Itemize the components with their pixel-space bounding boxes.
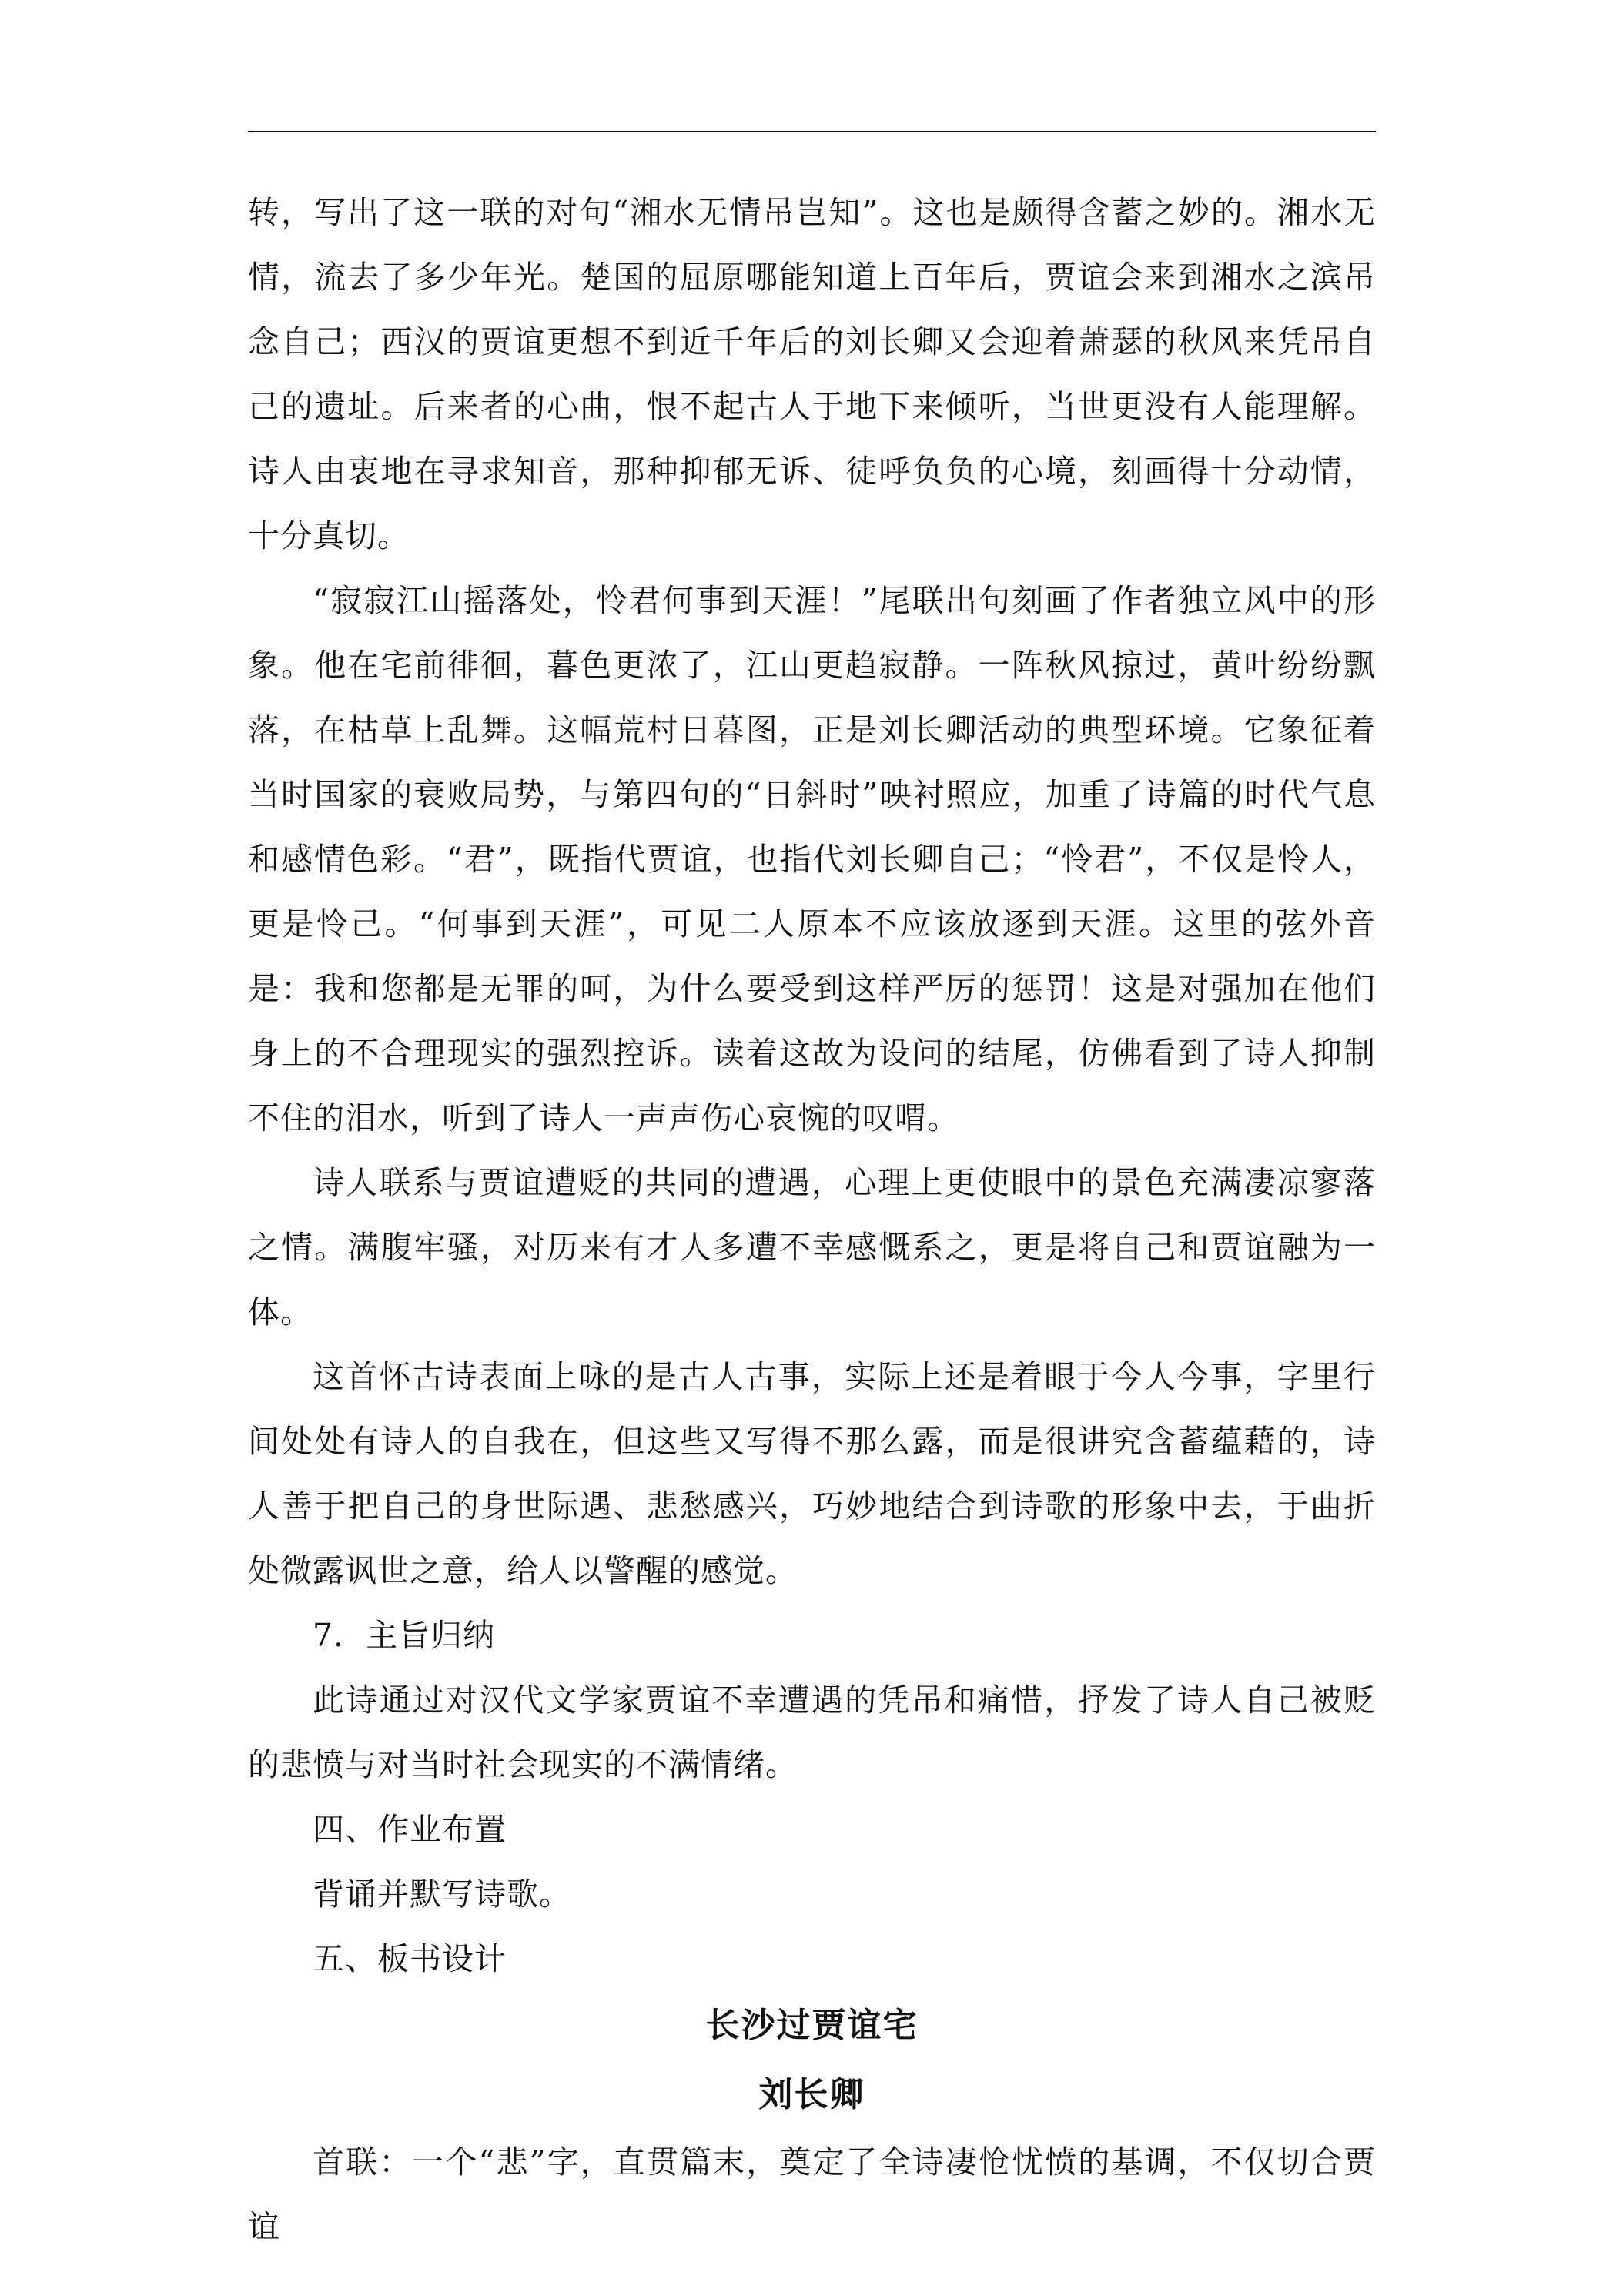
paragraph-poem-analysis: 这首怀古诗表面上咏的是古人古事，实际上还是着眼于今人今事，字里行间处处有诗人的自我在，但这些又写得不那么露，而是很讲究含蓄蕴藉的，诗人善于把自己的身世际遇、悲愁感兴，巧妙地结合到诗歌的形象中去，于曲折处微露讽世之意，给人以警醒的感觉。 (248, 1358, 1376, 1589)
paragraph-first-couplet: 首联：一个“悲”字，直贯篇末，奠定了全诗凄怆忧愤的基调，不仅切合贾谊 (248, 2144, 1376, 2245)
section-board-heading: 五、板书设计 (313, 1940, 507, 1977)
paragraph-shared-fate: 诗人联系与贾谊遭贬的共同的遭遇，心理上更使眼中的景色充满凄凉寥落之情。满腹牢骚，对历来有才人多遭不幸感慨系之，更是将自己和贾谊融为一体。 (248, 1164, 1376, 1330)
board-title: 长沙过贾谊宅 (705, 2006, 919, 2045)
header-rule (248, 131, 1376, 132)
paragraph-homework: 背诵并默写诗歌。 (313, 1876, 571, 1913)
section-homework-heading: 四、作业布置 (313, 1811, 507, 1848)
paragraph-theme: 此诗通过对汉代文学家贾谊不幸遭遇的凭吊和痛惜，抒发了诗人自己被贬的悲愤与对当时社会现实的不满情绪。 (248, 1682, 1376, 1783)
section-theme-heading: 7．主旨归纳 (313, 1617, 496, 1654)
board-author: 刘长卿 (758, 2075, 865, 2114)
paragraph-continuation: 转，写出了这一联的对句“湘水无情吊岂知”。这也是颇得含蓄之妙的。湘水无情，流去了多少年光。楚国的屈原哪能知道上百年后，贾谊会来到湘水之滨吊念自己；西汉的贾谊更想不到近千年后的刘长卿又会迎着萧瑟的秋风来凭吊自己的遗址。后来者的心曲，恨不起古人于地下来倾听，当世更没有人能理解。诗人由衷地在寻求知音，那种抑郁无诉、徒呼负负的心境，刻画得十分动情，十分真切。 (248, 194, 1376, 554)
paragraph-tail-couplet: “寂寂江山摇落处，怜君何事到天涯！”尾联出句刻画了作者独立风中的形象。他在宅前徘徊，暮色更浓了，江山更趋寂静。一阵秋风掠过，黄叶纷纷飘落，在枯草上乱舞。这幅荒村日暮图，正是刘长卿活动的典型环境。它象征着当时国家的衰败局势，与第四句的“日斜时”映衬照应，加重了诗篇的时代气息和感情色彩。“君”，既指代贾谊，也指代刘长卿自己；“怜君”，不仅是怜人，更是怜己。“何事到天涯”，可见二人原本不应该放逐到天涯。这里的弦外音是：我和您都是无罪的呵，为什么要受到这样严厉的惩罚！这是对强加在他们身上的不合理现实的强烈控诉。读着这故为设问的结尾，仿佛看到了诗人抑制不住的泪水，听到了诗人一声声伤心哀惋的叹喟。 (248, 582, 1376, 1136)
document-body (248, 180, 1376, 2259)
